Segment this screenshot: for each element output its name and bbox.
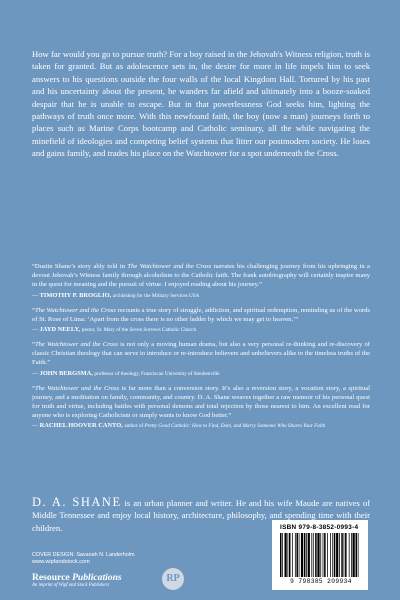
barcode-bar	[339, 533, 340, 577]
publisher-tagline: An imprint of Wipf and Stock Publishers	[32, 583, 110, 588]
barcode-digits: 9 798385 209934	[290, 578, 352, 585]
endorser-title: pastor, St. Mary of the Seven Sorrows Catholic Church	[81, 327, 197, 334]
publisher-imprint	[32, 572, 182, 589]
barcode-bar	[304, 533, 306, 577]
endorsement	[32, 384, 370, 432]
endorser-title: archbishop for the Military Services USA	[112, 292, 200, 299]
barcode-bar	[327, 533, 328, 577]
barcode-bar	[323, 533, 324, 577]
barcode-bar	[358, 533, 359, 577]
barcode-bar	[349, 533, 350, 577]
endorsement	[32, 306, 370, 335]
publisher-logo-icon: RP	[162, 568, 184, 590]
endorsement-attribution: — RACHEL HOOVER CANTO, author of Pretty Good Catholic: How to Find, Date, and Marry Someone Who Shares Your Faith	[32, 422, 326, 430]
endorsement-text: “The Watchtower and the Cross is not only a moving human drama, but also a very personal re-thinking and re-discovery of classic Christian theology that can serve to introduce or re-introduce believers and unbelievers alike to the timeless truths of the Faith.”	[32, 341, 370, 367]
barcode-bar	[317, 533, 319, 577]
endorsement	[32, 262, 370, 301]
barcode-bar	[296, 533, 298, 577]
endorser-title: professor of theology, Franciscan University of Steubenville	[94, 370, 220, 377]
barcode-bar	[292, 533, 293, 577]
barcode-bar	[315, 533, 317, 577]
isbn-barcode	[272, 520, 368, 590]
credits	[32, 552, 212, 567]
endorsement-text: “Dustin Shane’s story ably told in The Watchtower and the Cross narrates his challenging journey from his upbringing in a devout Jehovah’s Witness family through alcoholism to the Catholic faith. The frank autobiography will certainly inspire many in the quest for meaning and the pursuit of virtue. I enjoyed reading about his journey.”	[32, 263, 370, 289]
barcode-bar	[306, 533, 307, 577]
barcode-bar	[320, 533, 321, 577]
barcode-bar	[330, 533, 331, 577]
barcode-bar	[341, 533, 343, 577]
endorsement-text: “The Watchtower and the Cross recounts a true story of struggle, addiction, and spiritual redemption, reminding us of the words of St. Rose of Lima: ‘Apart from the cross there is no other ladder by which we may get to heaven.’”	[32, 306, 370, 323]
barcode-bar	[295, 533, 296, 577]
barcode-bar	[299, 533, 300, 577]
barcode-bar	[334, 533, 336, 577]
isbn-number: ISBN 979-8-3852-0993-4	[280, 524, 359, 531]
barcode-bar	[308, 533, 310, 577]
barcode-bar	[351, 533, 352, 577]
endorsement-attribution: — JOHN BERGSMA, professor of theology, Franciscan University of Steubenville	[32, 369, 220, 377]
author-name: D. A. SHANE	[32, 495, 122, 509]
book-blurb: How far would you go to pursue truth? For a boy raised in the Jehovah's Witness religion, truth is taken for granted. But as adolescence sets in, the desire for more in life impels him to seek answers to his questions outside the four walls of the local Kingdom Hall. Tortured by his past and his uncertainty about the present, he wanders far afield and ultimately into a booze-soaked despair that he is unable to escape. But in that powerlessness God seeks him, lighting the pathways of truth once more. With this newfound faith, the boy (now a man) journeys forth to places such as Marine Corps bootcamp and Catholic seminary, all the while navigating the minefield of ideologies and competing belief systems that litter our postmodern society. He loses and gains family, and trades his place on the Watchtower for a spot underneath the Cross.	[32, 49, 370, 159]
endorser-name: TIMOTHY P. BROGLIO,	[39, 291, 112, 299]
endorsement-text: “The Watchtower and the Cross is far more than a conversion story. It’s also a reversion story, a vocation story, a spiritual journey, and a meditation on family, community, and country. D. A. Shane weaves together a raw memoir of his personal quest for truth and virtue, including battles with personal demons and total rejection by those nearest to him. An excellent read for anyone who is exploring Catholicism or simply wants to know God better.”	[32, 384, 370, 420]
endorser-name: JAYD NEELY,	[39, 326, 81, 334]
endorsement-attribution: — JAYD NEELY, pastor, St. Mary of the Seven Sorrows Catholic Church	[32, 326, 197, 334]
endorser-title: author of Pretty Good Catholic: How to Find, Date, and Marry Someone Who Shares Your Faith	[124, 423, 326, 430]
barcode-bars-icon	[280, 533, 360, 577]
endorser-name: RACHEL HOOVER CANTO,	[39, 422, 123, 430]
barcode-bar	[311, 533, 312, 577]
barcode-bar	[345, 533, 347, 577]
endorser-name: JOHN BERGSMA,	[39, 369, 93, 377]
cover-design-credit: COVER DESIGN: Savanah N. Landerholm	[32, 552, 135, 558]
barcode-bar	[353, 533, 355, 577]
barcode-bar	[280, 533, 282, 577]
barcode-bar	[324, 533, 326, 577]
barcode-bar	[344, 533, 345, 577]
author-bio: D. A. SHANE is an urban planner and writer. He and his wife Maude are natives of Middle Tennessee and enjoy local history, architecture, philosophy, and spending time with their children.	[32, 495, 370, 533]
publisher-url[interactable]: www.wipfandstock.com	[32, 559, 90, 566]
endorsement	[32, 340, 370, 379]
endorsement-attribution: — TIMOTHY P. BROGLIO, archbishop for the Military Services USA	[32, 291, 200, 299]
barcode-bar	[282, 533, 283, 577]
barcode-bar	[356, 533, 358, 577]
barcode-bar	[332, 533, 333, 577]
barcode-bar	[301, 533, 303, 577]
barcode-bar	[313, 533, 314, 577]
endorsements	[32, 262, 370, 436]
publisher-name: Resource Publications	[32, 572, 122, 583]
barcode-bar	[336, 533, 338, 577]
barcode-bar	[289, 533, 291, 577]
barcode-bar	[284, 533, 286, 577]
barcode-bar	[287, 533, 288, 577]
